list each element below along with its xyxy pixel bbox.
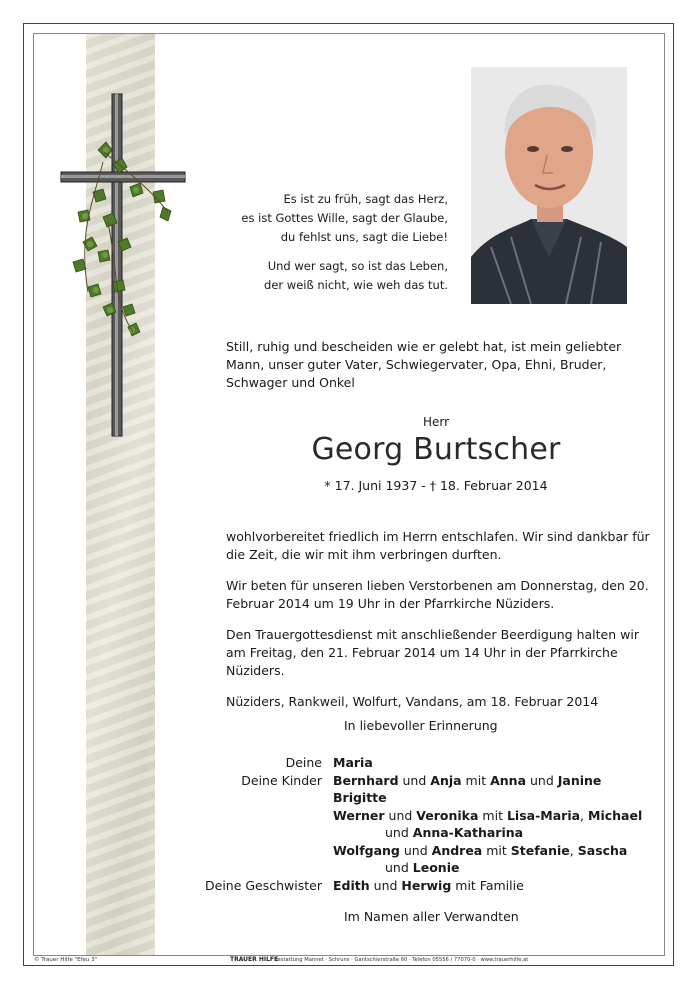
family-name: Anna-Katharina <box>412 825 524 840</box>
connector: und <box>530 772 554 788</box>
connector: mit <box>465 772 487 788</box>
family-name: Veronika <box>416 807 479 823</box>
connector: und <box>388 807 413 823</box>
connector: , <box>580 807 585 823</box>
paragraph: wohlvorbereitet friedlich im Herrn entschlafen. Wir sind dankbar für die Zeit, die wir mit ihm verbringen durften. <box>226 529 650 562</box>
place-date: Nüziders, Rankweil, Wolfurt, Vandans, am 18. Februar 2014 <box>226 694 599 709</box>
connector: und <box>385 860 409 875</box>
closing-line: Im Namen aller Verwandten <box>344 909 519 924</box>
copyright-note: © Trauer Hilfe "Efeu 3" <box>34 957 98 963</box>
family-label: Deine Kinder <box>241 772 322 788</box>
connector: mit <box>482 807 503 823</box>
family-name: Wolfgang <box>333 842 400 858</box>
paragraph: Wir beten für unseren lieben Verstorbenen am Donnerstag, den 20. Februar 2014 um 19 Uhr in der Pfarrkirche Nüziders. <box>226 578 649 611</box>
connector: , <box>569 842 574 858</box>
poem-line: Und wer sagt, so ist das Leben, <box>267 259 448 273</box>
family-name: Maria <box>333 755 373 770</box>
family-name: Brigitte <box>333 790 387 805</box>
brand-logo: TRAUER HILFE <box>230 956 279 963</box>
deceased-name: Georg Burtscher <box>311 432 561 467</box>
connector: und <box>403 842 428 858</box>
connector: mit <box>486 842 507 858</box>
family-name: Bernhard <box>333 772 399 788</box>
poem-line: es ist Gottes Wille, sagt der Glaube, <box>241 211 448 225</box>
poem-line: du fehlst uns, sagt die Liebe! <box>280 230 448 244</box>
announcement-body <box>226 528 656 724</box>
connector: und <box>373 877 398 893</box>
connector: und <box>385 825 409 840</box>
connector: mit Familie <box>455 877 524 893</box>
intro-text: Still, ruhig und bescheiden wie er gelebt hat, ist mein geliebter Mann, unser guter Vater, Schwiegervater, Opa, Ehni, Bruder, Schwager und Onkel <box>226 339 622 390</box>
memory-line: In liebevoller Erinnerung <box>344 718 498 733</box>
family-label: Deine Geschwister <box>205 877 322 893</box>
family-name: Edith <box>333 877 370 893</box>
family-label: Deine <box>285 755 322 770</box>
family-name: Andrea <box>431 842 483 858</box>
life-dates: * 17. Juni 1937 - † 18. Februar 2014 <box>324 478 548 493</box>
poem-line: der weiß nicht, wie weh das tut. <box>264 278 448 292</box>
poem-line: Es ist zu früh, sagt das Herz, <box>283 192 448 206</box>
family-name: Lisa-Maria <box>506 807 581 823</box>
family-name: Leonie <box>412 860 460 875</box>
poem <box>188 190 448 305</box>
family-name: Stefanie <box>510 842 570 858</box>
mourners-list <box>200 754 653 894</box>
portrait-photo <box>471 67 627 304</box>
footer-info: Bestattung Mannet · Schruns · Gantschierstraße 60 · Telefon 05556 / 77070-0 · www.trauerhilfe.at <box>274 957 529 963</box>
cross-with-ivy-icon <box>58 92 188 442</box>
family-name: Werner <box>333 807 385 823</box>
connector: und <box>402 772 427 788</box>
family-name: Michael <box>588 807 643 823</box>
family-name: Sascha <box>577 842 628 858</box>
family-name: Janine <box>557 772 602 788</box>
family-name: Herwig <box>401 877 452 893</box>
family-name: Anna <box>490 772 527 788</box>
salutation: Herr <box>422 415 450 429</box>
family-name: Anja <box>430 772 462 788</box>
paragraph: Den Trauergottesdienst mit anschließender Beerdigung halten wir am Freitag, den 21. Februar 2014 um 14 Uhr in der Pfarrkirche Nüziders. <box>226 627 639 678</box>
